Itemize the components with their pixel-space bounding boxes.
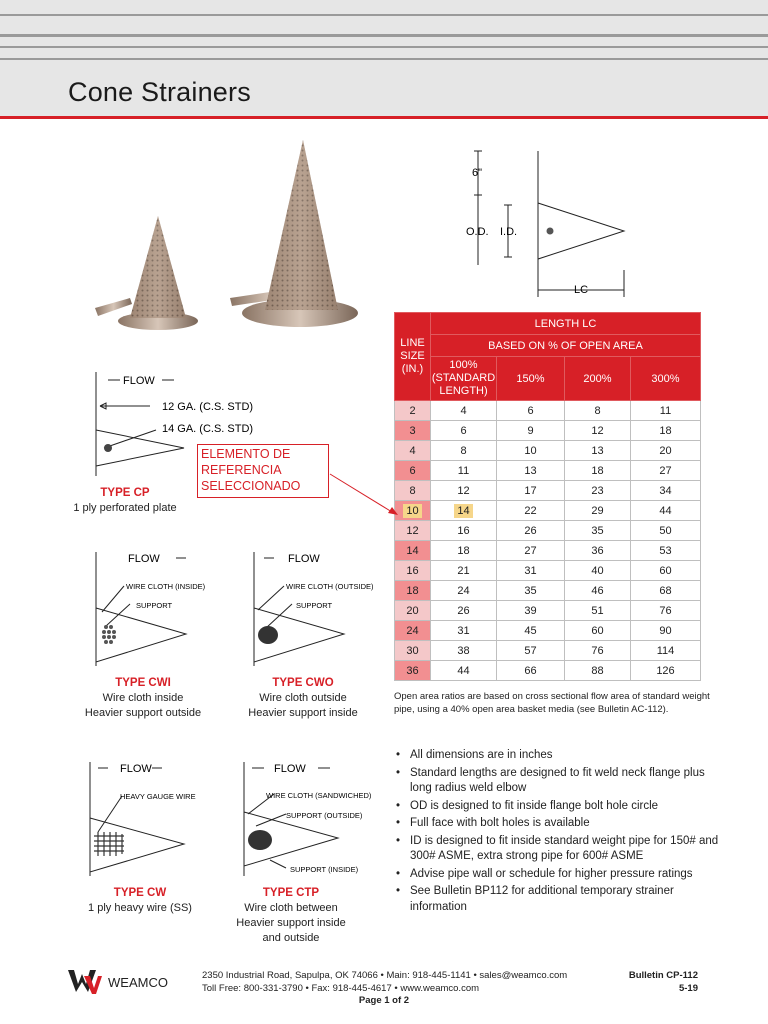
table-cell-value: 13 (524, 464, 537, 477)
table-cell-line-size (395, 621, 431, 641)
header-rule (0, 34, 768, 37)
table-cell (431, 521, 497, 541)
footer-bulletin (629, 969, 698, 995)
table-cell (497, 421, 565, 441)
type-ctp-desc: Heavier support inside (236, 917, 346, 929)
table-cell-value: 4 (460, 404, 467, 417)
table-cell-value: 44 (659, 504, 672, 517)
table-cell (497, 621, 565, 641)
table-cell-value: 30 (406, 644, 419, 657)
table-cell-value: 31 (524, 564, 537, 577)
cwi-label-1: WIRE CLOTH (INSIDE) (126, 582, 206, 591)
table-cell-value: 22 (524, 504, 537, 517)
table-cell-value: 68 (659, 584, 672, 597)
table-cell-line-size (395, 641, 431, 661)
table-cell-value: 36 (591, 544, 604, 557)
table-cell-value: 14 (454, 504, 472, 518)
table-cell (497, 521, 565, 541)
table-cell (565, 521, 631, 541)
feature-list (396, 748, 726, 917)
list-item: • ID is designed to fit inside standard weight pipe for 150# and 300# ASME, extra strong pipe for 600# ASME (396, 834, 726, 865)
list-item: • Standard lengths are designed to fit weld neck flange plus long radius weld elbow (396, 766, 726, 797)
table-cell-value: 18 (659, 424, 672, 437)
type-cwi-caption (70, 676, 216, 721)
table-cell-value: 27 (524, 544, 537, 557)
cw-flow-label: FLOW (120, 763, 152, 775)
table-cell (631, 661, 701, 681)
table-cell (497, 641, 565, 661)
length-table (394, 312, 701, 681)
table-cell-line-size (395, 521, 431, 541)
table-cell (631, 581, 701, 601)
page-title: Cone Strainers (68, 77, 251, 107)
type-cwi-title: TYPE CWI (115, 677, 171, 689)
table-col-header: 100% (STANDARD LENGTH) (431, 357, 497, 401)
table-cell-value: 50 (659, 524, 672, 537)
table-cell (497, 541, 565, 561)
table-cell (431, 401, 497, 421)
table-cell-value: 60 (591, 624, 604, 637)
table-cell-value: 20 (406, 604, 419, 617)
table-cell-value: 46 (591, 584, 604, 597)
table-cell (431, 601, 497, 621)
type-ctp-caption (226, 886, 356, 946)
table-cell-value: 21 (457, 564, 470, 577)
table-cell-value: 88 (591, 664, 604, 677)
table-row (395, 401, 701, 421)
table-row (395, 641, 701, 661)
table-cell-value: 45 (524, 624, 537, 637)
annotation-arrow (326, 470, 406, 520)
table-cell-value: 114 (656, 644, 675, 657)
table-cell-line-size (395, 561, 431, 581)
table-cell-value: 40 (591, 564, 604, 577)
table-cell-value: 20 (659, 444, 672, 457)
table-note: Open area ratios are based on cross sectional flow area of standard weight pipe, using a 40% open area basket media (see Bulletin AC-112). (394, 691, 710, 715)
cwi-flow-label: FLOW (128, 553, 160, 565)
table-cell (497, 581, 565, 601)
dim-label-od: O.D. (466, 226, 489, 238)
table-cell (565, 481, 631, 501)
footer-contact-line: Toll Free: 800-331-3790 • Fax: 918-445-4617 • www.weamco.com (202, 983, 480, 994)
table-cell (631, 601, 701, 621)
table-cell (565, 641, 631, 661)
type-cp-desc: 1 ply perforated plate (73, 502, 177, 514)
table-cell-value: 6 (409, 464, 416, 477)
table-cell-value: 35 (524, 584, 537, 597)
table-cell-value: 12 (591, 424, 604, 437)
type-cwo-desc: Wire cloth outside (259, 692, 347, 704)
list-item: • Advise pipe wall or schedule for higher pressure ratings (396, 867, 726, 883)
table-cell (631, 561, 701, 581)
table-cell-value: 11 (457, 464, 470, 477)
type-cw-title: TYPE CW (113, 887, 167, 899)
page-number: Page 1 of 2 (358, 995, 410, 1006)
table-cell-value: 60 (659, 564, 672, 577)
ctp-flow-label: FLOW (274, 763, 306, 775)
type-cwo-caption (228, 676, 378, 721)
table-cell-line-size (395, 401, 431, 421)
table-cell (565, 441, 631, 461)
selected-reference-annotation: ELEMENTO DE REFERENCIA SELECCIONADO (197, 444, 329, 498)
table-cell-value: 13 (591, 444, 604, 457)
type-cw-diagram (80, 756, 230, 882)
table-cell (565, 581, 631, 601)
table-cell-value: 6 (527, 404, 534, 417)
cwo-flow-label: FLOW (288, 553, 320, 565)
table-cell (497, 401, 565, 421)
cw-label-1: HEAVY GAUGE WIRE (120, 792, 196, 801)
table-cell-value: 76 (659, 604, 672, 617)
type-cp-caption (70, 486, 180, 516)
type-cwi-desc: Heavier support outside (84, 707, 202, 719)
table-cell-value: 31 (457, 624, 470, 637)
cwo-label-1: WIRE CLOTH (OUTSIDE) (286, 582, 374, 591)
table-cell-value: 18 (406, 584, 419, 597)
table-cell-value: 26 (457, 604, 470, 617)
table-col-header: 200% (565, 357, 631, 401)
footer-address-line: 2350 Industrial Road, Sapulpa, OK 74066 • Main: 918-445-1141 • sales@weamco.com (202, 970, 568, 981)
dim-label-6: 6" (472, 167, 483, 179)
list-item: • Full face with bolt holes is available (396, 816, 726, 832)
table-cell (631, 621, 701, 641)
table-cell-line-size (395, 601, 431, 621)
table-cell-value: 66 (524, 664, 537, 677)
table-cell-value: 44 (457, 664, 470, 677)
bulletin-date: 5-19 (678, 983, 698, 994)
table-cell (497, 661, 565, 681)
table-row (395, 421, 701, 441)
table-row (395, 561, 701, 581)
table-cell (565, 561, 631, 581)
table-cell (631, 521, 701, 541)
table-cell-line-size (395, 441, 431, 461)
table-cell (631, 421, 701, 441)
type-cp-title: TYPE CP (100, 487, 150, 499)
title-rule (0, 116, 768, 119)
table-cell-value: 51 (591, 604, 604, 617)
table-cell-value: 6 (460, 424, 467, 437)
table-row (395, 541, 701, 561)
type-ctp-title: TYPE CTP (262, 887, 320, 899)
table-cell-value: 3 (409, 424, 416, 437)
table-cell-value: 2 (409, 404, 416, 417)
table-cell (431, 421, 497, 441)
table-header-open-area: BASED ON % OF OPEN AREA (431, 335, 701, 357)
cp-flow-label: FLOW (123, 375, 155, 387)
table-cell (431, 581, 497, 601)
type-cw-desc: 1 ply heavy wire (SS) (88, 902, 192, 914)
table-cell-value: 57 (524, 644, 537, 657)
table-cell (565, 541, 631, 561)
table-cell-line-size (395, 421, 431, 441)
dimension-diagram (462, 145, 642, 305)
table-row (395, 601, 701, 621)
table-cell-value: 126 (656, 664, 675, 677)
table-row (395, 461, 701, 481)
table-cell (565, 621, 631, 641)
table-cell-line-size (395, 541, 431, 561)
table-cell-value: 90 (659, 624, 672, 637)
table-cell-value: 16 (406, 564, 419, 577)
table-cell (631, 641, 701, 661)
type-cwo-diagram (244, 546, 394, 672)
table-cell-value: 76 (591, 644, 604, 657)
table-cell (565, 421, 631, 441)
table-cell (497, 601, 565, 621)
table-header-line-size: LINE SIZE (IN.) (395, 313, 431, 401)
list-item: • All dimensions are in inches (396, 748, 726, 764)
ctp-label-3: SUPPORT (INSIDE) (290, 865, 359, 874)
table-cell (431, 461, 497, 481)
table-cell-value: 24 (406, 624, 419, 637)
table-cell-value: 16 (457, 524, 470, 537)
table-cell (565, 601, 631, 621)
table-cell (565, 461, 631, 481)
table-cell-value: 18 (457, 544, 470, 557)
table-cell (431, 621, 497, 641)
bulletin-id: Bulletin CP-112 (628, 970, 698, 981)
table-cell-value: 12 (457, 484, 470, 497)
table-cell (431, 441, 497, 461)
table-cell (631, 501, 701, 521)
header-rule (0, 58, 768, 60)
type-cwo-desc: Heavier support inside (248, 707, 358, 719)
table-row (395, 501, 701, 521)
ctp-label-1: WIRE CLOTH (SANDWICHED) (266, 791, 372, 800)
table-cell (497, 481, 565, 501)
table-cell (565, 401, 631, 421)
table-cell (631, 401, 701, 421)
table-cell-value: 39 (524, 604, 537, 617)
type-cwi-diagram (86, 546, 236, 672)
table-cell-value: 8 (460, 444, 467, 457)
table-cell-value: 27 (659, 464, 672, 477)
header-rule (0, 46, 768, 48)
table-cell (565, 661, 631, 681)
table-cell (431, 641, 497, 661)
table-cell-value: 4 (409, 444, 416, 457)
table-cell-line-size (395, 661, 431, 681)
type-cwi-desc: Wire cloth inside (102, 692, 184, 704)
header-rule (0, 14, 768, 16)
table-cell (431, 501, 497, 521)
table-cell (497, 501, 565, 521)
table-cell (431, 661, 497, 681)
page-header (0, 0, 768, 118)
table-cell-value: 9 (527, 424, 534, 437)
table-cell-value: 29 (591, 504, 604, 517)
table-row (395, 621, 701, 641)
table-header-length: LENGTH LC (431, 313, 701, 335)
table-cell (431, 541, 497, 561)
type-ctp-desc: and outside (262, 932, 320, 944)
table-row (395, 481, 701, 501)
table-col-header: 150% (497, 357, 565, 401)
table-cell (631, 461, 701, 481)
table-cell-value: 26 (524, 524, 537, 537)
table-row (395, 581, 701, 601)
cwo-label-2: SUPPORT (296, 601, 333, 610)
table-cell-value: 8 (409, 484, 416, 497)
table-cell-value: 53 (659, 544, 672, 557)
table-cell-value: 14 (406, 544, 419, 557)
table-cell-value: 10 (524, 444, 537, 457)
table-cell (431, 561, 497, 581)
table-row (395, 661, 701, 681)
table-cell-value: 34 (659, 484, 672, 497)
cp-ga14-label: 14 GA. (C.S. STD) (162, 423, 254, 435)
table-cell-value: 8 (594, 404, 601, 417)
list-item: • See Bulletin BP112 for additional temporary strainer information (396, 884, 726, 915)
table-cell-value: 17 (524, 484, 537, 497)
table-cell (497, 441, 565, 461)
table-cell-value: 11 (659, 404, 672, 417)
table-cell-value: 38 (457, 644, 470, 657)
weamco-logo (66, 966, 186, 996)
table-cell-line-size (395, 581, 431, 601)
dim-label-lc: LC (574, 284, 589, 296)
table-cell-value: 23 (591, 484, 604, 497)
table-cell (631, 441, 701, 461)
table-cell-value: 36 (406, 664, 419, 677)
dim-label-id: I.D. (500, 226, 518, 238)
table-cell-value: 10 (403, 504, 421, 518)
table-cell (497, 561, 565, 581)
table-cell-value: 18 (591, 464, 604, 477)
cwi-label-2: SUPPORT (136, 601, 173, 610)
cp-ga12-label: 12 GA. (C.S. STD) (162, 401, 254, 413)
footer-address (202, 969, 567, 995)
table-cell-value: 12 (406, 524, 419, 537)
footer-brand: WEAMCO (108, 975, 168, 990)
table-cell (431, 481, 497, 501)
list-item: • OD is designed to fit inside flange bolt hole circle (396, 799, 726, 815)
table-cell-value: 24 (457, 584, 470, 597)
type-cwo-title: TYPE CWO (272, 677, 334, 689)
table-col-header: 300% (631, 357, 701, 401)
table-cell (497, 461, 565, 481)
type-cw-caption (70, 886, 210, 916)
table-cell (631, 481, 701, 501)
cone-strainers-photo (90, 138, 380, 338)
table-cell-value: 35 (591, 524, 604, 537)
type-ctp-diagram (234, 756, 384, 882)
table-cell (631, 541, 701, 561)
table-cell (565, 501, 631, 521)
table-row (395, 521, 701, 541)
ctp-label-2: SUPPORT (OUTSIDE) (286, 811, 363, 820)
type-ctp-desc: Wire cloth between (244, 902, 338, 914)
table-row (395, 441, 701, 461)
